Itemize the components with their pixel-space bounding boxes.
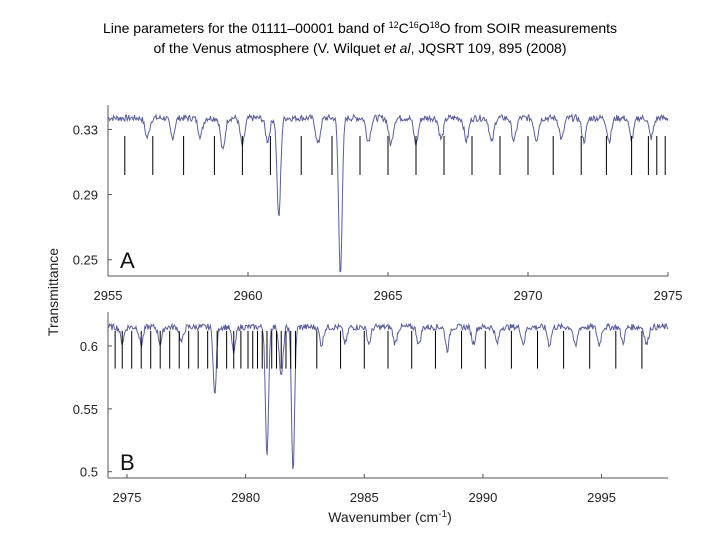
- y-tick-label: 0.25: [72, 252, 98, 268]
- isotope-mass-o18: 18: [429, 20, 440, 30]
- panel-a: [73, 105, 683, 303]
- x-tick-label: 2995: [587, 490, 617, 505]
- y-tick-label: 0.33: [72, 122, 98, 138]
- x-tick-label: 2970: [513, 288, 543, 303]
- title-italic-et-al: et al: [384, 40, 411, 56]
- element-c: C: [398, 20, 409, 36]
- title-text-part-3: of the Venus atmosphere (V. Wilquet: [153, 40, 385, 56]
- x-tick-label: 2965: [373, 288, 403, 303]
- x-axis-title-superscript: -1: [438, 509, 448, 520]
- y-axis-title: Transmittance: [45, 247, 61, 337]
- x-tick-label: 2985: [349, 490, 379, 505]
- x-axis-title-close: ): [447, 509, 452, 525]
- panel-b: [73, 312, 668, 505]
- x-tick-label: 2980: [231, 490, 261, 505]
- x-axis-title: Wavenumber $(cm^{-1})$: [328, 509, 452, 525]
- element-o: O: [418, 20, 430, 36]
- x-tick-label: 2955: [93, 288, 123, 303]
- y-tick-label: 0.5: [79, 464, 98, 480]
- title-text-part-1: Line parameters for the 01111–00001 band of: [102, 20, 389, 36]
- y-tick-label: 0.55: [72, 401, 98, 417]
- panel-label: A: [120, 248, 135, 273]
- title-text-part-4: , JQSRT 109, 895 (2008): [410, 40, 567, 56]
- y-tick-label: 0.6: [79, 338, 98, 354]
- isotope-mass-o16: 16: [408, 20, 419, 30]
- isotope-mass-c: 12: [388, 20, 399, 30]
- x-tick-label: 2990: [468, 490, 498, 505]
- x-tick-label: 2975: [653, 288, 683, 303]
- title-text-part-2: O from SOIR measurements: [439, 20, 618, 36]
- y-tick-label: 0.29: [72, 187, 98, 203]
- panel-label: B: [120, 450, 135, 475]
- x-tick-label: 2975: [112, 490, 142, 505]
- x-tick-label: 2960: [233, 288, 263, 303]
